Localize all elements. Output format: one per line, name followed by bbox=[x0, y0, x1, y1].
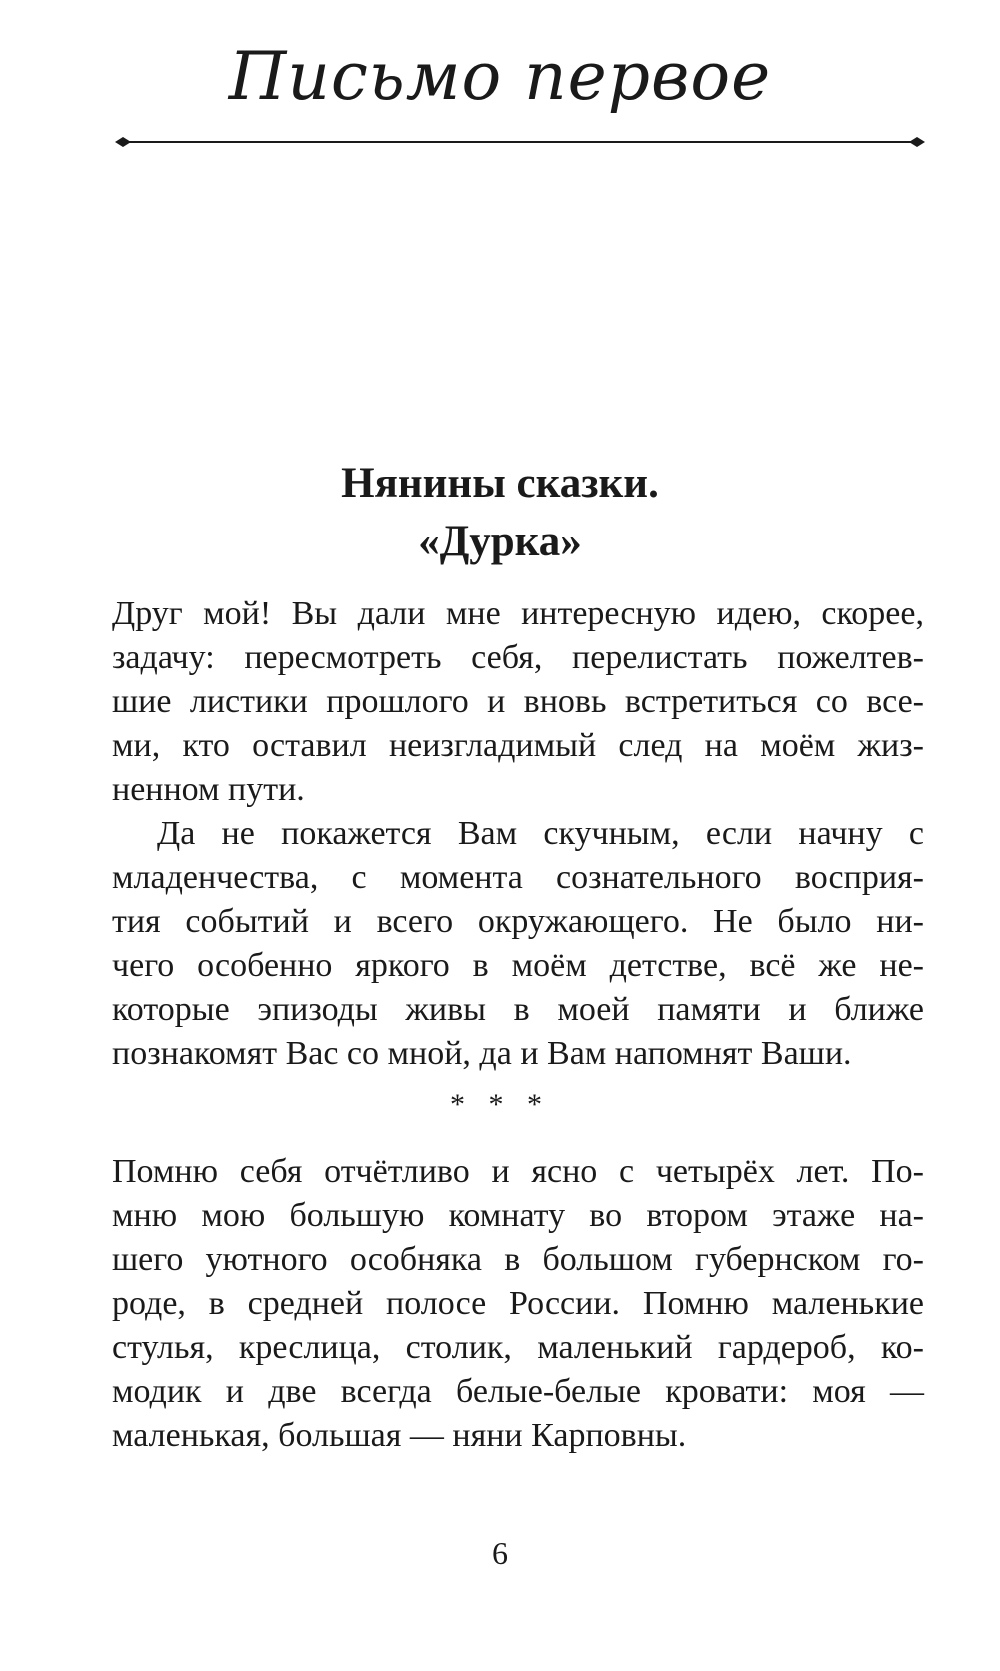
text-line: младенчества, с момента сознательного восприя- bbox=[112, 859, 924, 896]
text-line: Помню себя отчётливо и ясно с четырёх лет. По- bbox=[112, 1153, 924, 1190]
chapter-title-line-1: Нянины сказки. bbox=[341, 460, 659, 507]
page-number: 6 bbox=[492, 1535, 508, 1571]
text-line: которые эпизоды живы в моей памяти и ближе bbox=[112, 991, 924, 1028]
text-line: задачу: пересмотреть себя, перелистать пожелтев- bbox=[112, 639, 924, 676]
text-line: ненном пути. bbox=[112, 771, 305, 808]
running-header bbox=[0, 0, 1000, 190]
text-line: познакомят Вас со мной, да и Вам напомнят Ваши. bbox=[112, 1035, 852, 1072]
text-line: чего особенно яркого в моём детстве, всё же не- bbox=[112, 947, 924, 984]
text-block-2 bbox=[112, 1150, 924, 1458]
text-line: Друг мой! Вы дали мне интересную идею, скорее, bbox=[112, 595, 924, 632]
header-rule-ornament bbox=[115, 135, 925, 149]
text-line: ми, кто оставил неизгладимый след на моём жиз- bbox=[112, 727, 924, 764]
chapter-title bbox=[0, 455, 1000, 571]
header-title: Письмо первое bbox=[228, 38, 772, 115]
chapter-title-line-2: «Дурка» bbox=[418, 518, 582, 565]
paragraph-2 bbox=[112, 812, 924, 1076]
text-line: тия событий и всего окружающего. Не было ни- bbox=[112, 903, 924, 940]
text-line: маленькая, большая — няни Карповны. bbox=[112, 1417, 687, 1454]
text-line: стулья, креслица, столик, маленький гардероб, ко- bbox=[112, 1329, 924, 1366]
text-line: модик и две всегда белые-белые кровати: моя — bbox=[112, 1373, 924, 1410]
text-line: шие листики прошлого и вновь встретиться со все- bbox=[112, 683, 924, 720]
text-line: роде, в средней полосе России. Помню маленькие bbox=[112, 1285, 924, 1322]
text-line: Да не покажется Вам скучным, если начну с bbox=[157, 815, 924, 852]
paragraph-1 bbox=[112, 592, 924, 812]
text-line: шего уютного особняка в большом губернском го- bbox=[112, 1241, 924, 1278]
text-block-1 bbox=[112, 592, 924, 1076]
text-line: мню мою большую комнату во втором этаже на- bbox=[112, 1197, 924, 1234]
paragraph-3 bbox=[112, 1150, 924, 1458]
section-separator: * * * bbox=[450, 1088, 550, 1121]
